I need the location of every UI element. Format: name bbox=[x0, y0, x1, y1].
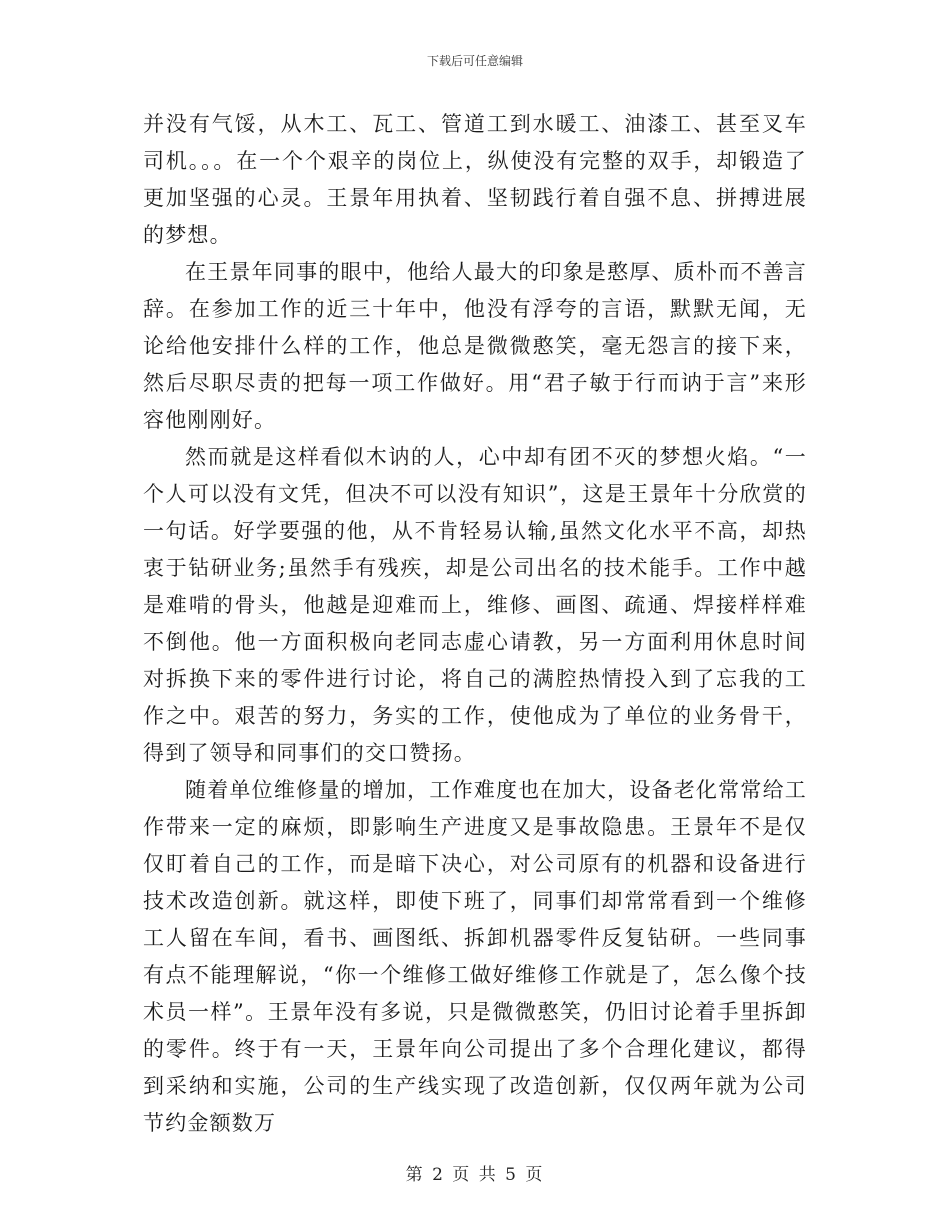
page-header: 下载后可任意编辑 bbox=[426, 54, 523, 68]
page-footer bbox=[0, 1160, 950, 1185]
footer-suffix: 页 bbox=[525, 1165, 545, 1185]
paragraph: 并没有气馁，从木工、瓦工、管道工到水暖工、油漆工、甚至叉车司机。。。在一个个艰辛的岗位上，纵使没有完整的双手，却锻造了更加坚强的心灵。王景年用执着、坚韧践行着自强不息、拼搏进展的梦想。 bbox=[143, 112, 807, 247]
footer-middle: 页 共 bbox=[452, 1165, 498, 1185]
footer-current-page: 2 bbox=[432, 1165, 445, 1185]
paragraph: 然而就是这样看似木讷的人，心中却有团不灭的梦想火焰。“一个人可以没有文凭，但决不可以没有知识”，这是王景年十分欣赏的一句话。好学要强的他，从不肯轻易认输,虽然文化水平不高，却热衷于钻研业务;虽然手有残疾，却是公司出名的技术能手。工作中越是难啃的骨头，他越是迎难而上，维修、画图、疏通、焊接样样难不倒他。他一方面积极向老同志虚心请教，另一方面利用休息时间对拆换下来的零件进行讨论，将自己的满腔热情投入到了忘我的工作之中。艰苦的努力，务实的工作，使他成为了单位的业务骨干，得到了领导和同事们的交口赞扬。 bbox=[143, 445, 807, 765]
body-text bbox=[143, 106, 807, 1142]
footer-total-pages: 5 bbox=[505, 1165, 518, 1185]
paragraph: 在王景年同事的眼中，他给人最大的印象是憨厚、质朴而不善言辞。在参加工作的近三十年中，他没有浮夸的言语，默默无闻，无论给他安排什么样的工作，他总是微微憨笑，毫无怨言的接下来，然后尽职尽责的把每一项工作做好。用“君子敏于行而讷于言”来形容他刚刚好。 bbox=[143, 260, 807, 432]
footer-prefix: 第 bbox=[405, 1165, 425, 1185]
paragraph: 随着单位维修量的增加，工作难度也在加大，设备老化常常给工作带来一定的麻烦，即影响生产进度又是事故隐患。王景年不是仅仅盯着自己的工作，而是暗下决心，对公司原有的机器和设备进行技术改造创新。就这样，即使下班了，同事们却常常看到一个维修工人留在车间，看书、画图纸、拆卸机器零件反复钻研。一些同事有点不能理解说，“你一个维修工做好维修工作就是了，怎么像个技术员一样”。王景年没有多说，只是微微憨笑，仍旧讨论着手里拆卸的零件。终于有一天，王景年向公司提出了多个合理化建议，都得到采纳和实施，公司的生产线实现了改造创新，仅仅两年就为公司节约金额数万 bbox=[143, 778, 807, 1135]
